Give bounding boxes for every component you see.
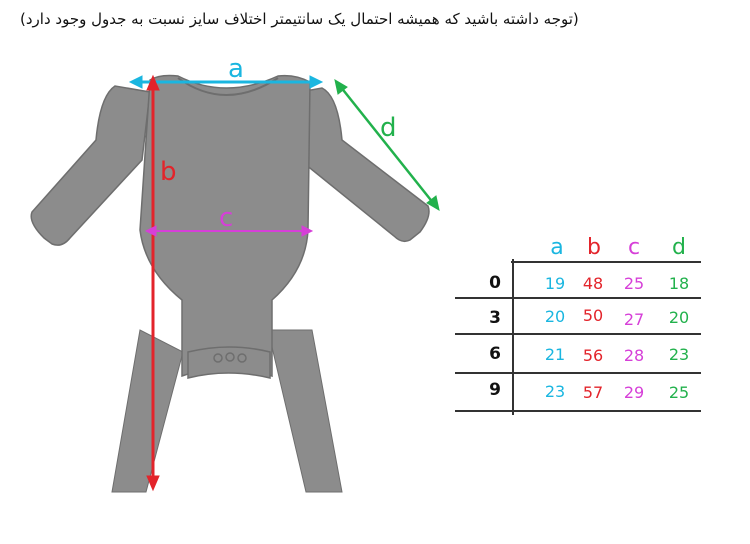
size-label: 0 — [489, 273, 501, 293]
cell-d: 23 — [668, 345, 690, 364]
label-b: b — [160, 157, 177, 187]
cell-d: 18 — [668, 274, 690, 293]
label-d: d — [380, 113, 397, 143]
header-b: b — [587, 235, 601, 260]
cell-c: 25 — [623, 274, 645, 293]
size-label: 9 — [489, 380, 501, 400]
cell-a: 21 — [544, 345, 566, 364]
cell-d: 25 — [668, 383, 690, 402]
row-rule — [455, 410, 701, 412]
cell-a: 19 — [544, 274, 566, 293]
right-leg — [268, 330, 342, 492]
cell-c: 27 — [623, 310, 645, 329]
row-rule — [455, 372, 701, 374]
cell-b: 50 — [582, 306, 604, 325]
cell-c: 28 — [623, 346, 645, 365]
cell-b: 57 — [582, 383, 604, 402]
column-divider — [512, 259, 514, 415]
size-label: 6 — [489, 344, 501, 364]
row-rule — [455, 333, 701, 335]
header-d: d — [672, 235, 686, 260]
cell-b: 56 — [582, 346, 604, 365]
left-sleeve — [31, 86, 150, 245]
size-label: 3 — [489, 308, 501, 328]
size-tolerance-note: (توجه داشته باشید که همیشه احتمال یک سانتیمتر اختلاف سایز نسبت به جدول وجود دارد) — [20, 10, 579, 28]
cell-c: 29 — [623, 383, 645, 402]
header-a: a — [550, 235, 564, 260]
right-sleeve — [300, 88, 429, 241]
header-rule — [511, 261, 701, 263]
size-table — [455, 235, 701, 415]
cell-a: 20 — [544, 307, 566, 326]
crotch-snap-flap — [188, 347, 270, 378]
label-a: a — [228, 54, 244, 84]
cell-a: 23 — [544, 382, 566, 401]
cell-d: 20 — [668, 308, 690, 327]
header-c: c — [627, 235, 641, 260]
label-c: c — [219, 203, 234, 233]
row-rule — [455, 297, 701, 299]
cell-b: 48 — [582, 274, 604, 293]
left-leg — [112, 330, 183, 492]
